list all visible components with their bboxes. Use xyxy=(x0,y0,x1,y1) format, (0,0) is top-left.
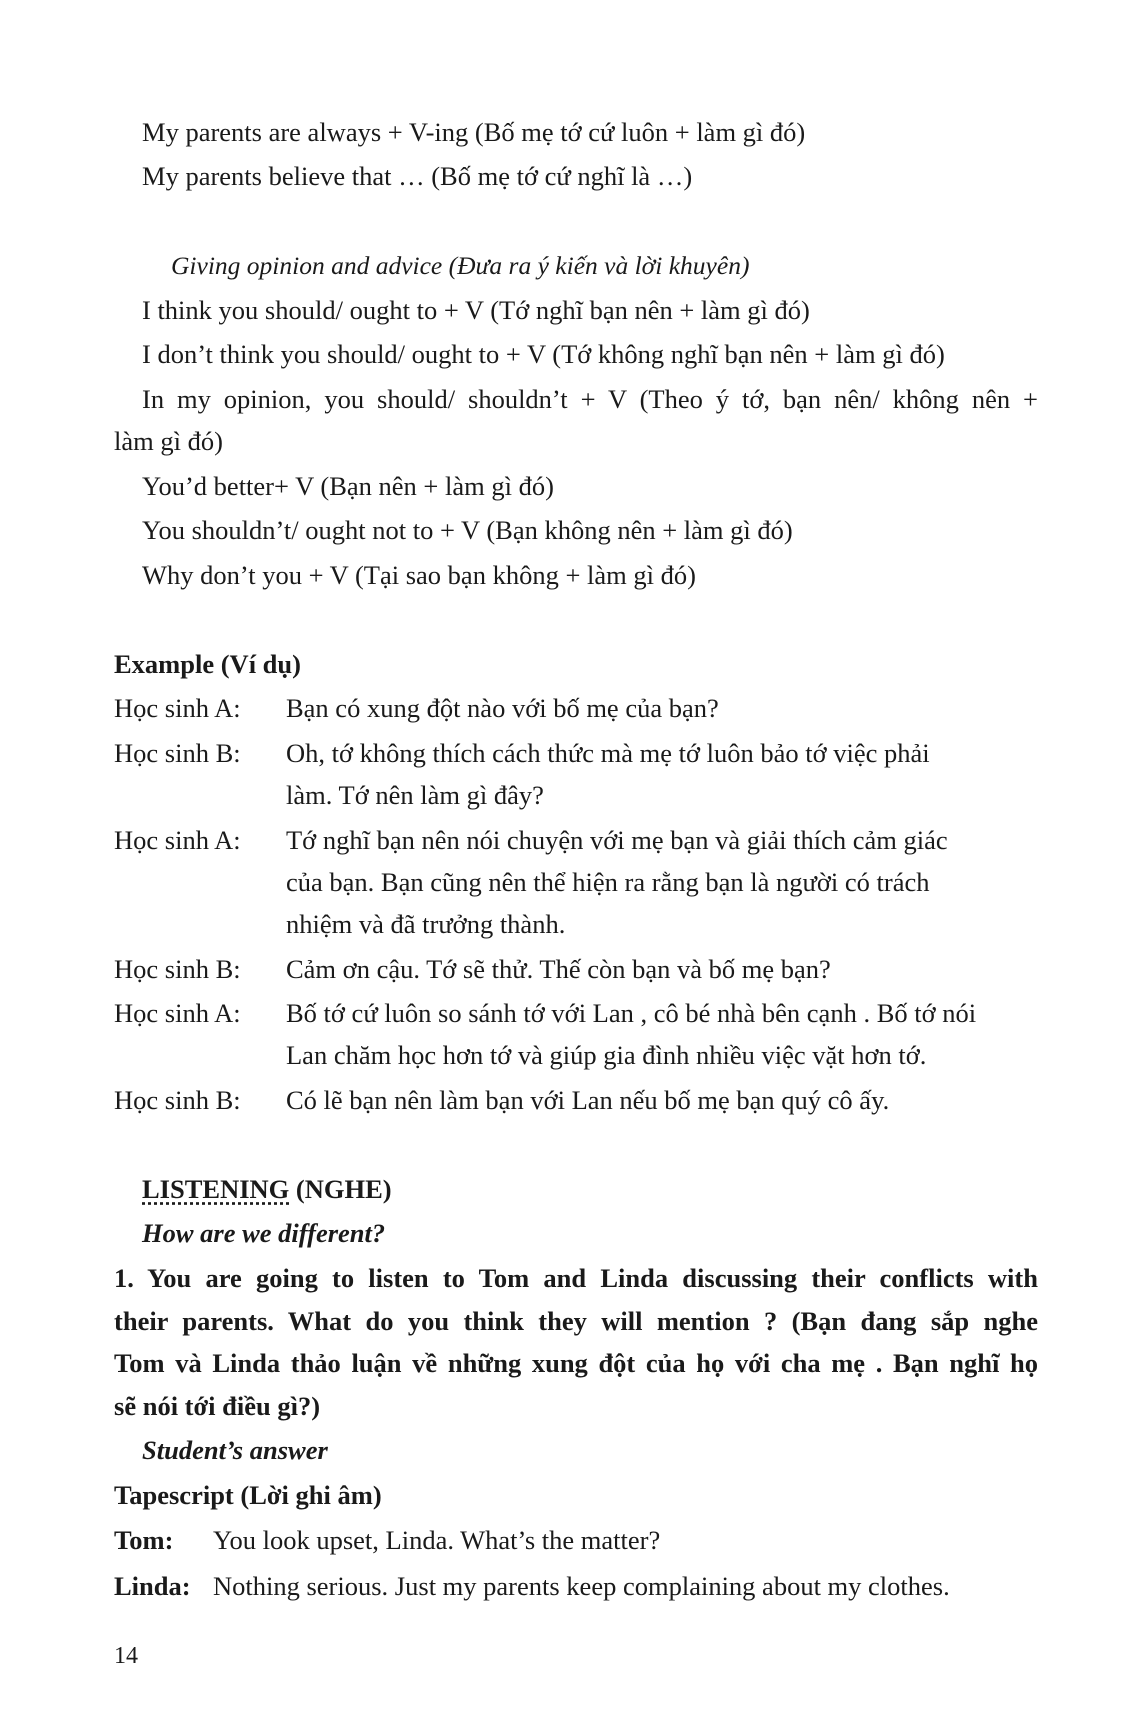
tapescript-speaker: Tom: xyxy=(114,1525,174,1555)
tapescript-line: You look upset, Linda. What’s the matter? xyxy=(213,1525,661,1555)
dialogue-speaker: Học sinh A: xyxy=(114,998,241,1028)
task-line: their parents. What do you think they will mention ? (Bạn đang sắp nghe xyxy=(114,1306,1038,1336)
dialogue-line: của bạn. Bạn cũng nên thể hiện ra rằng bạn là người có trách xyxy=(286,867,930,897)
dialogue-line: nhiệm và đã trưởng thành. xyxy=(286,909,566,939)
dialogue-line: Oh, tớ không thích cách thức mà mẹ tớ luôn bảo tớ việc phải xyxy=(286,738,930,768)
phrase-line: In my opinion, you should/ shouldn’t + V (Theo ý tớ, bạn nên/ không nên + xyxy=(142,384,1038,414)
dialogue-line: Bố tớ cứ luôn so sánh tớ với Lan , cô bé nhà bên cạnh . Bố tớ nói xyxy=(286,998,977,1028)
task-line: sẽ nói tới điều gì?) xyxy=(114,1391,321,1421)
dialogue-speaker: Học sinh B: xyxy=(114,1085,241,1115)
page-number: 14 xyxy=(114,1643,138,1669)
dialogue-line: Bạn có xung đột nào với bố mẹ của bạn? xyxy=(286,693,719,723)
section-subheading: Giving opinion and advice (Đưa ra ý kiến và lời khuyên) xyxy=(171,251,750,280)
listening-heading xyxy=(142,1171,392,1207)
listening-heading-word: LISTENING xyxy=(142,1174,290,1204)
phrase-line: You shouldn’t/ ought not to + V (Bạn không nên + làm gì đó) xyxy=(142,515,793,545)
tapescript-line: Nothing serious. Just my parents keep complaining about my clothes. xyxy=(213,1571,950,1601)
phrase-line: I think you should/ ought to + V (Tớ nghĩ bạn nên + làm gì đó) xyxy=(142,295,810,325)
phrase-line: làm gì đó) xyxy=(114,426,223,456)
listening-subtitle: How are we different? xyxy=(142,1218,386,1248)
phrase-line: You’d better+ V (Bạn nên + làm gì đó) xyxy=(142,471,554,501)
dialogue-speaker: Học sinh B: xyxy=(114,954,241,984)
task-line: 1. You are going to listen to Tom and Linda discussing their conflicts with xyxy=(114,1263,1038,1293)
tapescript-speaker: Linda: xyxy=(114,1571,191,1601)
phrase-line: My parents believe that … (Bố mẹ tớ cứ nghĩ là …) xyxy=(142,161,693,191)
dialogue-speaker: Học sinh B: xyxy=(114,738,241,768)
listening-heading-rest: (NGHE) xyxy=(289,1174,392,1204)
student-answer-label: Student’s answer xyxy=(142,1435,328,1465)
example-heading: Example (Ví dụ) xyxy=(114,649,301,679)
dialogue-line: Cảm ơn cậu. Tớ sẽ thử. Thế còn bạn và bố mẹ bạn? xyxy=(286,954,831,984)
phrase-line: My parents are always + V-ing (Bố mẹ tớ cứ luôn + làm gì đó) xyxy=(142,117,806,147)
dialogue-line: làm. Tớ nên làm gì đây? xyxy=(286,780,544,810)
dialogue-line: Lan chăm học hơn tớ và giúp gia đình nhiều việc vặt hơn tớ. xyxy=(286,1040,927,1070)
phrase-line: I don’t think you should/ ought to + V (Tớ không nghĩ bạn nên + làm gì đó) xyxy=(142,339,945,369)
task-line: Tom và Linda thảo luận về những xung đột của họ với cha mẹ . Bạn nghĩ họ xyxy=(114,1348,1038,1378)
dialogue-line: Tớ nghĩ bạn nên nói chuyện với mẹ bạn và giải thích cảm giác xyxy=(286,825,948,855)
tapescript-heading: Tapescript (Lời ghi âm) xyxy=(114,1480,382,1510)
dialogue-speaker: Học sinh A: xyxy=(114,825,241,855)
dialogue-speaker: Học sinh A: xyxy=(114,693,241,723)
dialogue-line: Có lẽ bạn nên làm bạn với Lan nếu bố mẹ bạn quý cô ấy. xyxy=(286,1085,890,1115)
phrase-line: Why don’t you + V (Tại sao bạn không + làm gì đó) xyxy=(142,560,696,590)
